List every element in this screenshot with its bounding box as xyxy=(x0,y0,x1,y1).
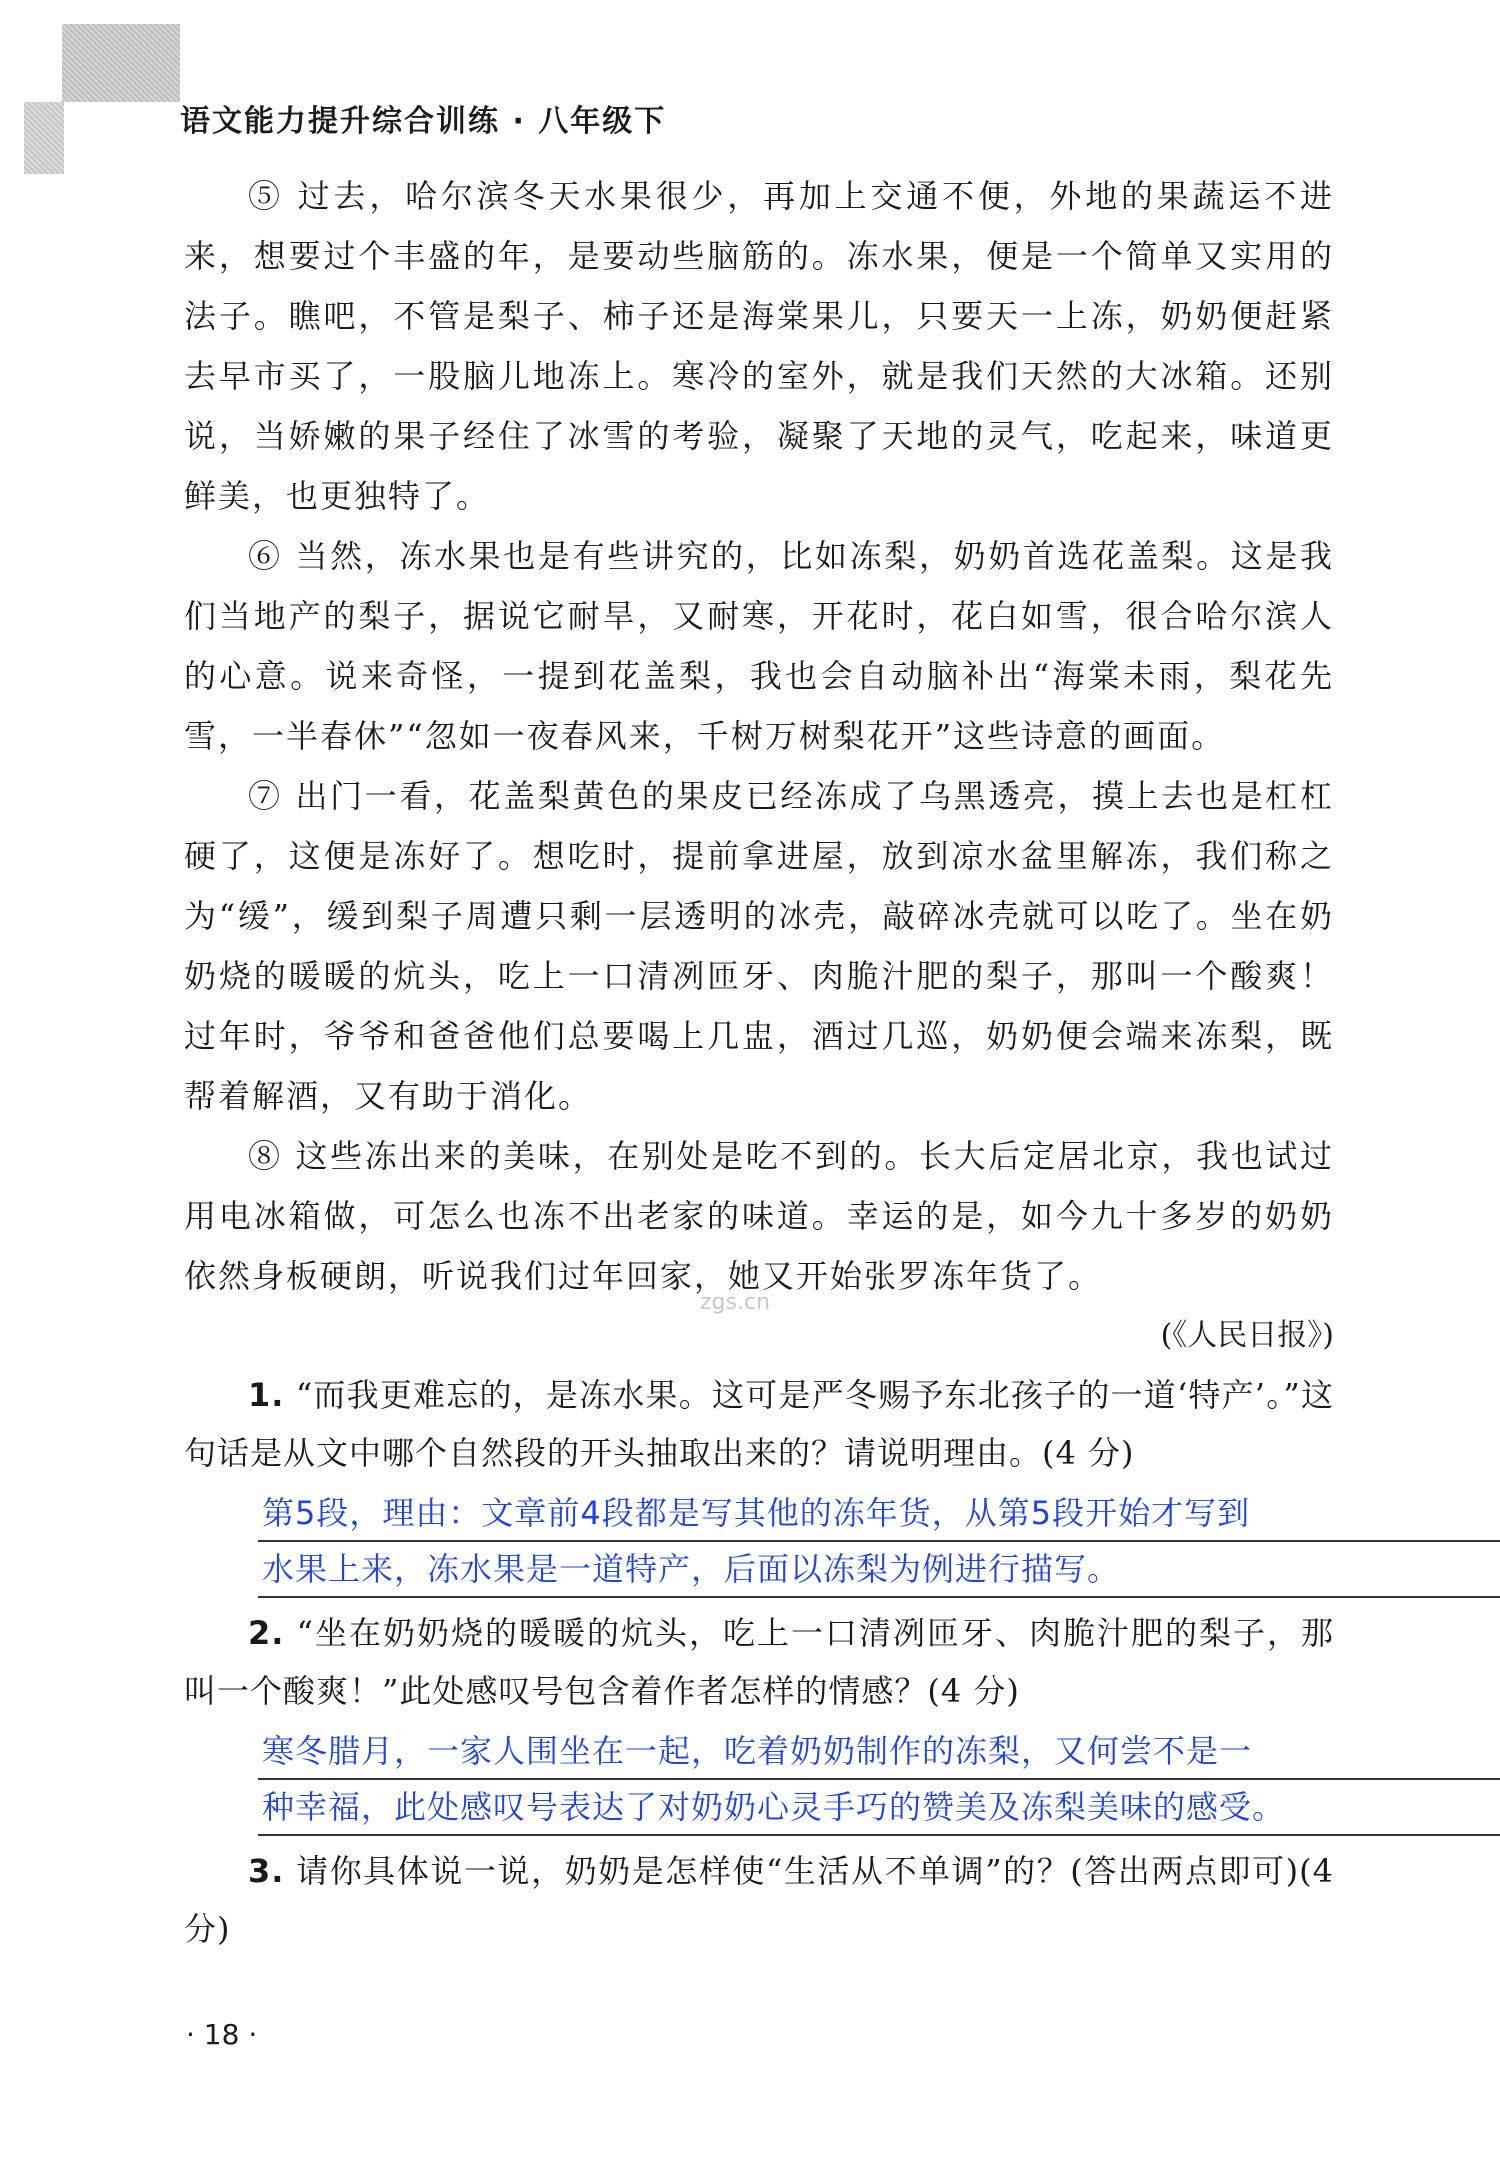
page-number: · 18 · xyxy=(186,2018,258,2051)
watermark: zgs.cn xyxy=(700,1290,771,1315)
paragraph-8: ⑧ 这些冻出来的美味，在别处是吃不到的。长大后定居北京，我也试过用电冰箱做，可怎么也冻不出老家的味道。幸运的是，如今九十多岁的奶奶依然身板硬朗，听说我们过年回家，她又开始张罗冻年货了。 xyxy=(184,1137,1334,1295)
question-number: 3. xyxy=(248,1852,285,1890)
answer-line: 水果上来，冻水果是一道特产，后面以冻梨为例进行描写。 xyxy=(258,1542,1500,1598)
corner-decoration-small xyxy=(24,102,64,174)
answer-line: 寒冬腊月，一家人围坐在一起，吃着奶奶制作的冻梨，又何尝不是一 xyxy=(258,1724,1500,1780)
answer-line: 种幸福，此处感叹号表达了对奶奶心灵手巧的赞美及冻梨美味的感受。 xyxy=(258,1780,1500,1836)
question-text: 请你具体说一说，奶奶是怎样使“生活从不单调”的？(答出两点即可)(4 分) xyxy=(184,1852,1334,1948)
answer-2 xyxy=(258,1724,1500,1836)
page-content xyxy=(184,166,1334,1958)
answer-1 xyxy=(258,1486,1500,1598)
question-number: 1. xyxy=(248,1376,285,1414)
running-header: 语文能力提升综合训练 · 八年级下 xyxy=(180,104,667,139)
paragraph-5: ⑤ 过去，哈尔滨冬天水果很少，再加上交通不便，外地的果蔬运不进来，想要过个丰盛的年，是要动些脑筋的。冻水果，便是一个简单又实用的法子。瞧吧，不管是梨子、柿子还是海棠果儿，只要天一上冻，奶奶便赶紧去早市买了，一股脑儿地冻上。寒冷的室外，就是我们天然的大冰箱。还别说，当娇嫩的果子经住了冰雪的考验，凝聚了天地的灵气，吃起来，味道更鲜美，也更独特了。 xyxy=(184,177,1334,515)
corner-decoration xyxy=(62,24,180,102)
answer-line: 第5段，理由：文章前4段都是写其他的冻年货，从第5段开始才写到 xyxy=(258,1486,1500,1542)
paragraph-7: ⑦ 出门一看，花盖梨黄色的果皮已经冻成了乌黑透亮，摸上去也是杠杠硬了，这便是冻好了。想吃时，提前拿进屋，放到凉水盆里解冻，我们称之为“缓”，缓到梨子周遭只剩一层透明的冰壳，敲碎冰壳就可以吃了。坐在奶奶烧的暖暖的炕头，吃上一口清冽匝牙、肉脆汁肥的梨子，那叫一个酸爽！过年时，爷爷和爸爸他们总要喝上几盅，酒过几巡，奶奶便会端来冻梨，既帮着解酒，又有助于消化。 xyxy=(184,777,1334,1115)
question-number: 2. xyxy=(248,1614,285,1652)
source-citation: (《人民日报》) xyxy=(1160,1318,1334,1353)
question-text: “而我更难忘的，是冻水果。这可是严冬赐予东北孩子的一道‘特产’。”这句话是从文中哪个自然段的开头抽取出来的？请说明理由。(4 分) xyxy=(184,1376,1334,1472)
question-2 xyxy=(184,1604,1334,1720)
question-1 xyxy=(184,1366,1334,1482)
paragraph-6: ⑥ 当然，冻水果也是有些讲究的，比如冻梨，奶奶首选花盖梨。这是我们当地产的梨子，据说它耐旱，又耐寒，开花时，花白如雪，很合哈尔滨人的心意。说来奇怪，一提到花盖梨，我也会自动脑补出“海棠未雨，梨花先雪，一半春休”“忽如一夜春风来，千树万树梨花开”这些诗意的画面。 xyxy=(184,537,1334,755)
question-3 xyxy=(184,1842,1334,1958)
question-text: “坐在奶奶烧的暖暖的炕头，吃上一口清冽匝牙、肉脆汁肥的梨子，那叫一个酸爽！”此处感叹号包含着作者怎样的情感？(4 分) xyxy=(184,1614,1335,1710)
